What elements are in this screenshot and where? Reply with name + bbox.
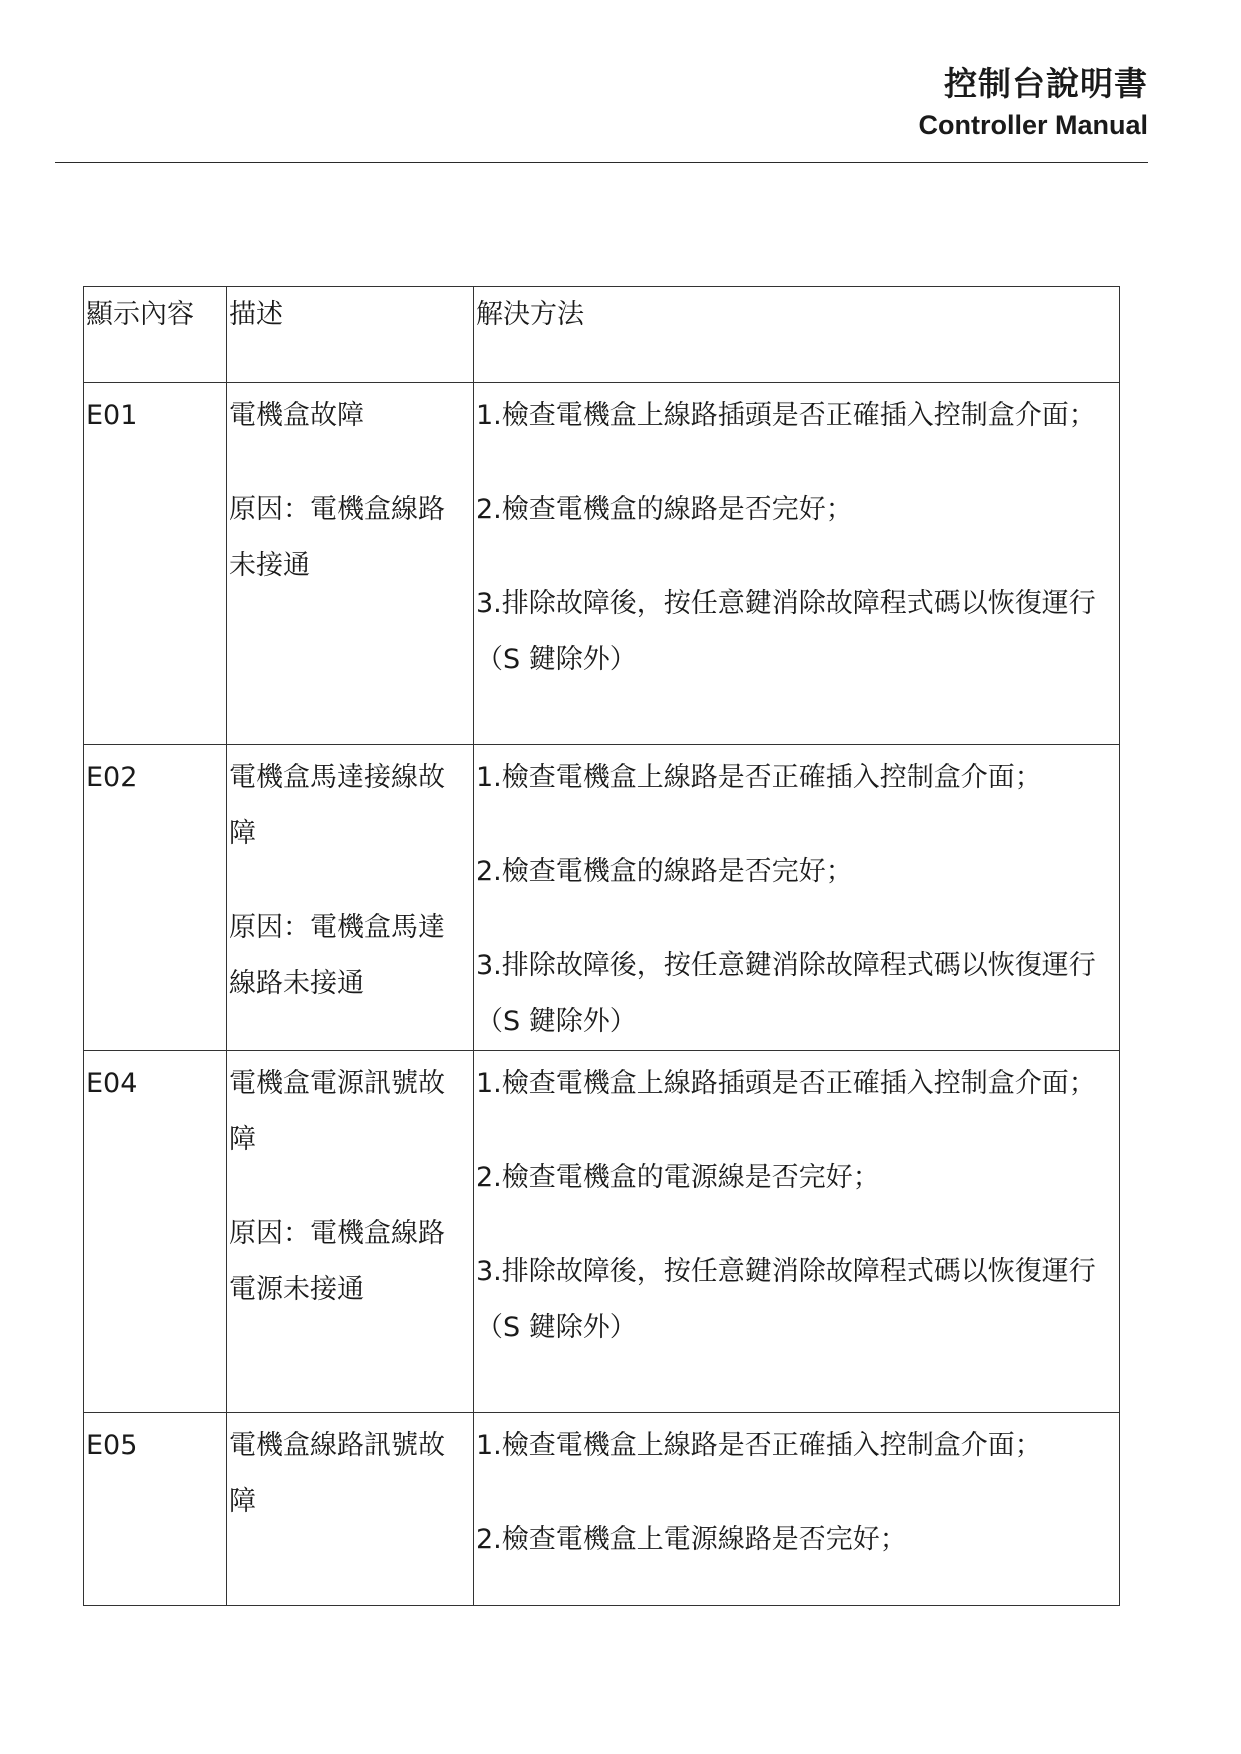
description-cause: 原因：電機盒馬達線路未接通 [229, 912, 445, 999]
error-description [227, 745, 474, 1051]
manual-title-chinese: 控制台說明書 [944, 64, 1148, 103]
description-cause: 原因：電機盒線路電源未接通 [229, 1218, 445, 1305]
error-solution [474, 1051, 1120, 1413]
column-header-description: 描述 [227, 287, 474, 383]
error-code: E05 [84, 1413, 227, 1606]
table-row [84, 1413, 1120, 1606]
solution-step: 1.檢查電機盒上線路插頭是否正確插入控制盒介面； [476, 1068, 1096, 1099]
table-row [84, 745, 1120, 1051]
solution-step: 2.檢查電機盒上電源線路是否完好； [476, 1524, 907, 1555]
error-description [227, 1413, 474, 1606]
solution-step: 3.排除故障後，按任意鍵消除故障程式碼以恢復運行（S 鍵除外） [476, 950, 1096, 1037]
error-code: E04 [84, 1051, 227, 1413]
page-header [918, 62, 1148, 142]
solution-step: 1.檢查電機盒上線路是否正確插入控制盒介面； [476, 1430, 1042, 1461]
error-description [227, 1051, 474, 1413]
table-row [84, 383, 1120, 745]
table-header-row [84, 287, 1120, 383]
solution-step: 1.檢查電機盒上線路是否正確插入控制盒介面； [476, 762, 1042, 793]
header-divider [55, 162, 1148, 163]
error-solution [474, 1413, 1120, 1606]
error-code: E01 [84, 383, 227, 745]
column-header-display: 顯示內容 [84, 287, 227, 383]
solution-step: 1.檢查電機盒上線路插頭是否正確插入控制盒介面； [476, 400, 1096, 431]
solution-step: 2.檢查電機盒的線路是否完好； [476, 494, 853, 525]
error-solution [474, 383, 1120, 745]
description-text: 電機盒故障 [229, 400, 364, 431]
solution-step: 2.檢查電機盒的線路是否完好； [476, 856, 853, 887]
solution-step: 2.檢查電機盒的電源線是否完好； [476, 1162, 880, 1193]
error-code: E02 [84, 745, 227, 1051]
table-row [84, 1051, 1120, 1413]
solution-step: 3.排除故障後，按任意鍵消除故障程式碼以恢復運行（S 鍵除外） [476, 1256, 1096, 1343]
error-description [227, 383, 474, 745]
description-text: 電機盒線路訊號故障 [229, 1430, 445, 1517]
error-code-table [83, 286, 1120, 1606]
error-solution [474, 745, 1120, 1051]
description-text: 電機盒馬達接線故障 [229, 762, 445, 849]
description-text: 電機盒電源訊號故障 [229, 1068, 445, 1155]
solution-step: 3.排除故障後，按任意鍵消除故障程式碼以恢復運行（S 鍵除外） [476, 588, 1096, 675]
description-cause: 原因：電機盒線路未接通 [229, 494, 445, 581]
column-header-solution: 解決方法 [474, 287, 1120, 383]
manual-title-english: Controller Manual [918, 110, 1148, 140]
